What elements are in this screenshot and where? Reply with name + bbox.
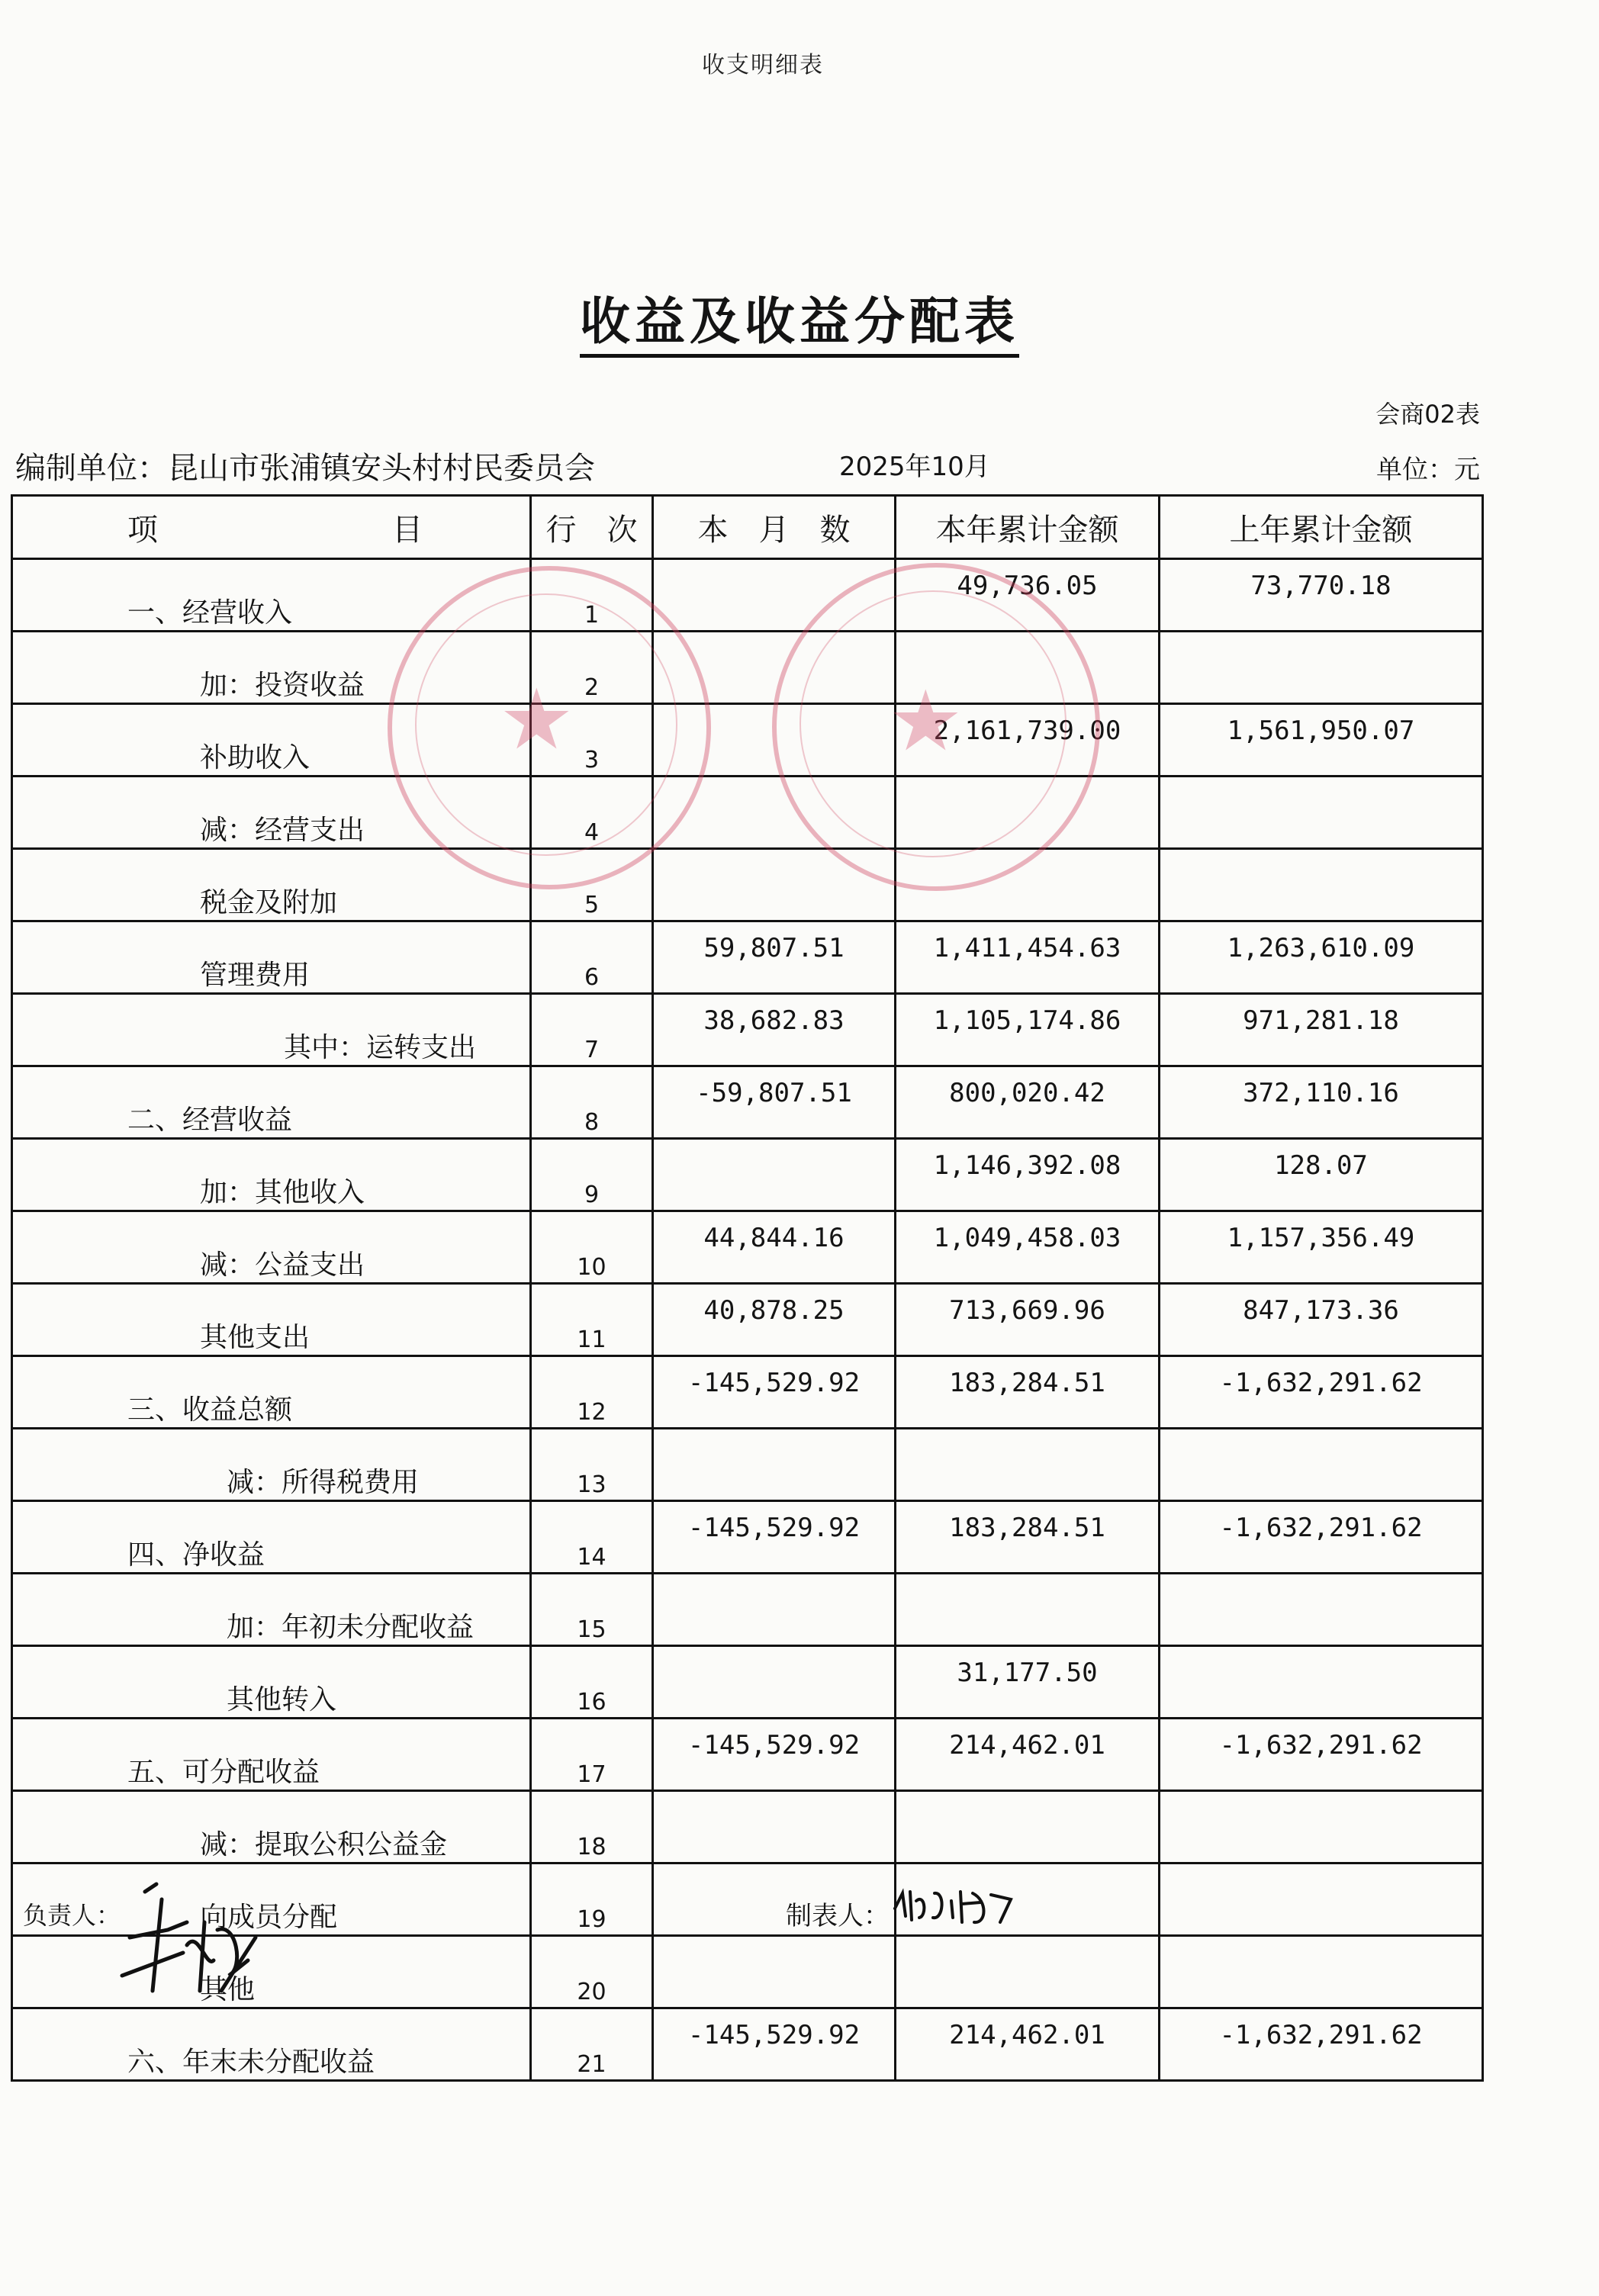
compiling-unit: 编制单位：昆山市张浦镇安头村村民委员会	[15, 451, 595, 486]
row-item-label: 减：公益支出	[12, 1211, 531, 1284]
row-item-label: 其他	[12, 1936, 531, 2008]
row-line-no: 14	[531, 1501, 653, 1574]
row-line-no: 1	[531, 559, 653, 632]
row-current-month	[653, 1429, 896, 1501]
row-current-month: -59,807.51	[653, 1066, 896, 1139]
row-last-year	[1160, 1863, 1483, 1936]
row-item-label: 加：年初未分配收益	[12, 1574, 531, 1646]
header-ytd: 本年累计金额	[896, 496, 1160, 559]
responsible-person-signature	[114, 1876, 282, 2014]
row-ytd: 214,462.01	[896, 1719, 1160, 1791]
preparer-signature	[889, 1878, 1018, 1931]
row-item-label: 六、年末未分配收益	[12, 2008, 531, 2081]
row-line-no: 16	[531, 1646, 653, 1719]
responsible-person-label: 负责人：	[23, 1901, 121, 1930]
row-last-year	[1160, 1936, 1483, 2008]
row-ytd: 1,411,454.63	[896, 921, 1160, 994]
row-line-no: 8	[531, 1066, 653, 1139]
header-current-month: 本 月 数	[653, 496, 896, 559]
row-last-year	[1160, 1646, 1483, 1719]
table-row	[12, 704, 1483, 777]
row-item-label: 其他转入	[12, 1646, 531, 1719]
table-row	[12, 1429, 1483, 1501]
row-item-label: 二、经营收益	[12, 1066, 531, 1139]
table-row	[12, 1719, 1483, 1791]
row-last-year	[1160, 1791, 1483, 1863]
row-line-no: 21	[531, 2008, 653, 2081]
row-item-label: 加：其他收入	[12, 1139, 531, 1211]
row-line-no: 15	[531, 1574, 653, 1646]
row-line-no: 7	[531, 994, 653, 1066]
row-ytd: 49,736.05	[896, 559, 1160, 632]
row-current-month: 38,682.83	[653, 994, 896, 1066]
row-last-year: -1,632,291.62	[1160, 1719, 1483, 1791]
row-line-no: 4	[531, 777, 653, 849]
table-row	[12, 1501, 1483, 1574]
row-last-year: 847,173.36	[1160, 1284, 1483, 1356]
row-ytd: 2,161,739.00	[896, 704, 1160, 777]
row-last-year: 372,110.16	[1160, 1066, 1483, 1139]
row-item-label: 其中：运转支出	[12, 994, 531, 1066]
table-row	[12, 1284, 1483, 1356]
table-row	[12, 1791, 1483, 1863]
row-current-month: -145,529.92	[653, 1501, 896, 1574]
row-last-year: 1,561,950.07	[1160, 704, 1483, 777]
row-line-no: 12	[531, 1356, 653, 1429]
row-current-month: 40,878.25	[653, 1284, 896, 1356]
row-ytd: 1,146,392.08	[896, 1139, 1160, 1211]
official-seal-left	[388, 566, 711, 889]
table-row	[12, 921, 1483, 994]
table-row	[12, 2008, 1483, 2081]
row-current-month: 59,807.51	[653, 921, 896, 994]
row-item-label: 向成员分配	[12, 1863, 531, 1936]
row-line-no: 11	[531, 1284, 653, 1356]
row-item-label: 减：所得税费用	[12, 1429, 531, 1501]
table-row	[12, 994, 1483, 1066]
row-current-month	[653, 1574, 896, 1646]
header-line-no: 行 次	[531, 496, 653, 559]
table-row	[12, 632, 1483, 704]
row-item-label: 管理费用	[12, 921, 531, 994]
row-last-year: 1,263,610.09	[1160, 921, 1483, 994]
row-line-no: 9	[531, 1139, 653, 1211]
table-row	[12, 849, 1483, 921]
table-row	[12, 1646, 1483, 1719]
report-title: 收益及收益分配表	[0, 281, 1599, 353]
row-line-no: 19	[531, 1863, 653, 1936]
row-ytd: 183,284.51	[896, 1356, 1160, 1429]
row-line-no: 18	[531, 1791, 653, 1863]
row-current-month: -145,529.92	[653, 1719, 896, 1791]
row-current-month: -145,529.92	[653, 1356, 896, 1429]
income-distribution-table	[11, 494, 1484, 2082]
row-item-label: 五、可分配收益	[12, 1719, 531, 1791]
star-icon: ★	[499, 670, 574, 768]
row-line-no: 5	[531, 849, 653, 921]
header-last-year: 上年累计金额	[1160, 496, 1483, 559]
row-line-no: 20	[531, 1936, 653, 2008]
row-ytd: 183,284.51	[896, 1501, 1160, 1574]
row-last-year: 128.07	[1160, 1139, 1483, 1211]
row-last-year	[1160, 777, 1483, 849]
row-ytd	[896, 1791, 1160, 1863]
row-item-label: 一、经营收入	[12, 559, 531, 632]
row-current-month	[653, 1791, 896, 1863]
row-line-no: 13	[531, 1429, 653, 1501]
row-ytd	[896, 1936, 1160, 2008]
star-icon: ★	[888, 672, 964, 770]
cut-off-header: 收支明细表	[702, 52, 824, 79]
row-ytd: 1,049,458.03	[896, 1211, 1160, 1284]
row-ytd	[896, 1429, 1160, 1501]
table-row	[12, 1139, 1483, 1211]
row-last-year: 971,281.18	[1160, 994, 1483, 1066]
row-item-label: 税金及附加	[12, 849, 531, 921]
row-last-year	[1160, 849, 1483, 921]
header-item: 项 目	[12, 496, 531, 559]
row-last-year	[1160, 1429, 1483, 1501]
row-current-month	[653, 1936, 896, 2008]
row-ytd: 1,105,174.86	[896, 994, 1160, 1066]
row-line-no: 2	[531, 632, 653, 704]
row-line-no: 10	[531, 1211, 653, 1284]
preparer-label: 制表人：	[786, 1901, 890, 1931]
row-last-year: -1,632,291.62	[1160, 2008, 1483, 2081]
row-last-year: 1,157,356.49	[1160, 1211, 1483, 1284]
row-item-label: 其他支出	[12, 1284, 531, 1356]
form-code: 会商02表	[1375, 400, 1480, 429]
row-item-label: 补助收入	[12, 704, 531, 777]
row-item-label: 四、净收益	[12, 1501, 531, 1574]
table-row	[12, 559, 1483, 632]
row-item-label: 加：投资收益	[12, 632, 531, 704]
row-current-month: -145,529.92	[653, 2008, 896, 2081]
table-row	[12, 777, 1483, 849]
row-line-no: 3	[531, 704, 653, 777]
table-header-row	[12, 496, 1483, 559]
row-last-year	[1160, 632, 1483, 704]
table-row	[12, 1211, 1483, 1284]
row-item-label: 三、收益总额	[12, 1356, 531, 1429]
table-row	[12, 1066, 1483, 1139]
row-last-year	[1160, 1574, 1483, 1646]
row-ytd	[896, 1574, 1160, 1646]
row-line-no: 17	[531, 1719, 653, 1791]
row-last-year: -1,632,291.62	[1160, 1356, 1483, 1429]
table-row	[12, 1356, 1483, 1429]
report-period: 2025年10月	[839, 452, 990, 482]
row-current-month	[653, 1646, 896, 1719]
row-current-month: 44,844.16	[653, 1211, 896, 1284]
row-ytd: 713,669.96	[896, 1284, 1160, 1356]
row-item-label: 减：提取公积公益金	[12, 1791, 531, 1863]
row-current-month	[653, 1139, 896, 1211]
row-line-no: 6	[531, 921, 653, 994]
currency-unit: 单位：元	[1376, 455, 1480, 485]
row-item-label: 减：经营支出	[12, 777, 531, 849]
row-last-year: 73,770.18	[1160, 559, 1483, 632]
row-ytd: 214,462.01	[896, 2008, 1160, 2081]
table-row	[12, 1574, 1483, 1646]
row-last-year: -1,632,291.62	[1160, 1501, 1483, 1574]
official-seal-right	[772, 563, 1100, 891]
row-ytd: 31,177.50	[896, 1646, 1160, 1719]
row-ytd: 800,020.42	[896, 1066, 1160, 1139]
